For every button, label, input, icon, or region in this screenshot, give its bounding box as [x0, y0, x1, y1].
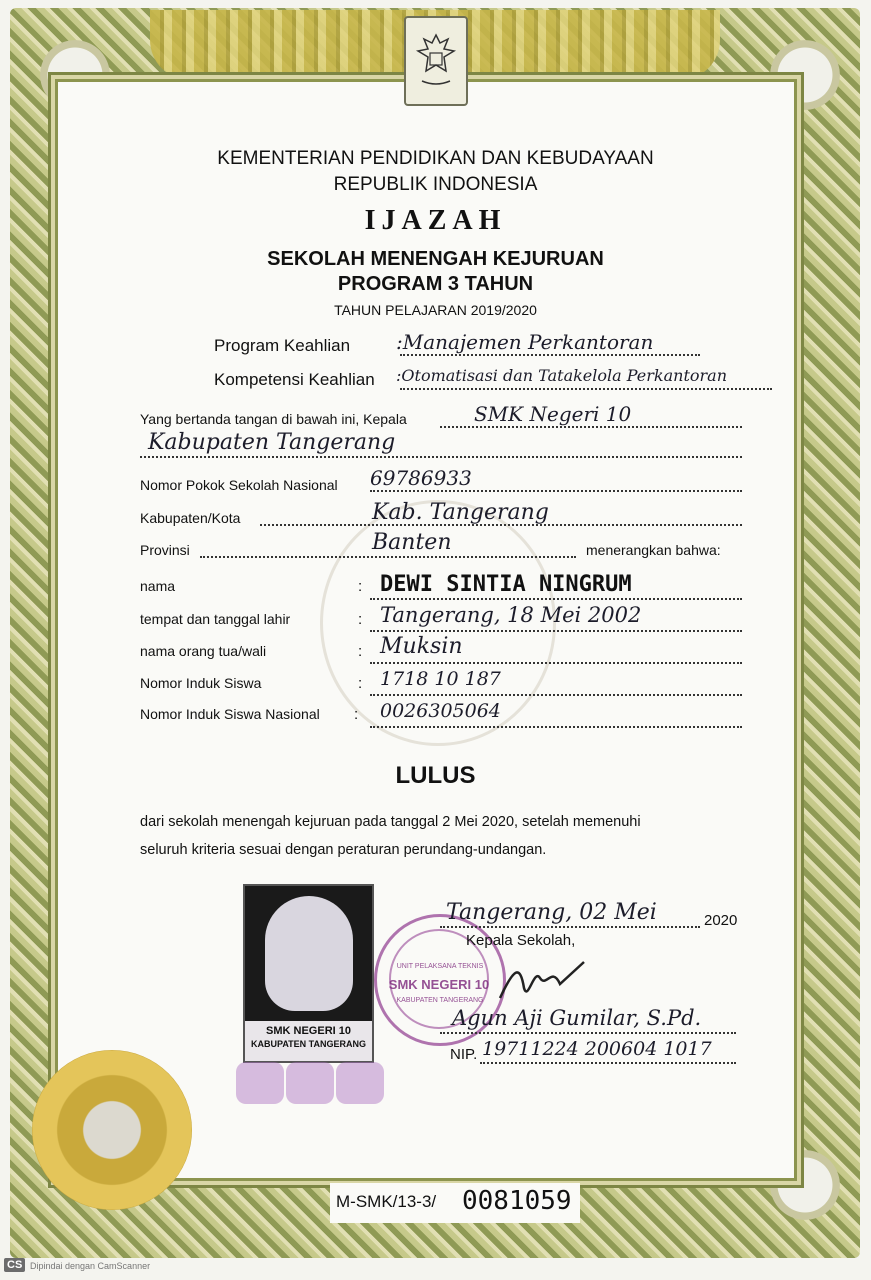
dotted-line — [370, 662, 742, 664]
ministry-line1: KEMENTERIAN PENDIDIKAN DAN KEBUDAYAAN — [217, 148, 654, 169]
statement-line1: dari sekolah menengah kejuruan pada tanggal 2 Mei 2020, setelah memenuhi — [140, 814, 641, 830]
fingerprint-smudge — [336, 1062, 384, 1104]
parent-label: nama orang tua/wali — [140, 643, 267, 659]
student-name-value: DEWI SINTIA NINGRUM — [380, 572, 632, 597]
dotted-line — [400, 354, 700, 356]
district-value: Kabupaten Tangerang — [148, 430, 396, 455]
competency-label: Kompetensi Keahlian — [214, 370, 375, 389]
dotted-line — [440, 426, 742, 428]
signature-year: 2020 — [704, 912, 738, 929]
ministry-line2: REPUBLIK INDONESIA — [333, 174, 538, 195]
principal-intro: Yang bertanda tangan di bawah ini, Kepala — [140, 411, 407, 427]
principal-name: Agun Aji Gumilar, S.Pd. — [452, 1006, 702, 1030]
fingerprint-smudge — [236, 1062, 284, 1104]
declares-text: menerangkan bahwa: — [586, 542, 721, 558]
hologram-seal — [32, 1050, 192, 1210]
colon: : — [358, 675, 363, 692]
student-portrait — [265, 896, 353, 1011]
city-label: Kabupaten/Kota — [140, 510, 241, 526]
name-label: nama — [140, 578, 176, 594]
academic-year: TAHUN PELAJARAN 2019/2020 — [334, 302, 537, 318]
school-type: SEKOLAH MENENGAH KEJURUAN — [267, 248, 604, 270]
nip-value: 19711224 200604 1017 — [482, 1038, 712, 1060]
graduation-status: LULUS — [395, 762, 476, 789]
photo-caption-school: SMK NEGERI 10 — [266, 1025, 351, 1037]
dotted-line — [370, 598, 742, 600]
dotted-line — [370, 694, 742, 696]
photo-caption — [245, 1021, 372, 1061]
dotted-line — [370, 630, 742, 632]
dotted-line — [260, 524, 742, 526]
npsn-value: 69786933 — [370, 466, 472, 490]
principal-role: Kepala Sekolah, — [466, 932, 576, 949]
city-value: Kab. Tangerang — [372, 500, 549, 525]
nisn-value: 0026305064 — [380, 700, 501, 722]
dotted-line — [370, 726, 742, 728]
dotted-line — [440, 926, 700, 928]
fingerprint-smudge — [286, 1062, 334, 1104]
colon: : — [358, 578, 363, 595]
birth-label: tempat dan tanggal lahir — [140, 611, 291, 627]
parent-value: Muksin — [380, 634, 463, 659]
dotted-line — [200, 556, 576, 558]
colon: : — [358, 643, 363, 660]
dotted-line — [480, 1062, 736, 1064]
serial-prefix: M-SMK/13-3/ — [336, 1192, 437, 1211]
photo-caption-district: KABUPATEN TANGERANG — [251, 1039, 366, 1049]
competency-value: :Otomatisasi dan Tatakelola Perkantoran — [396, 366, 728, 385]
birth-value: Tangerang, 18 Mei 2002 — [380, 603, 642, 627]
dotted-line — [440, 1032, 736, 1034]
place-date-value: Tangerang, 02 Mei — [446, 900, 657, 925]
student-photo — [243, 884, 374, 1063]
nis-value: 1718 10 187 — [380, 668, 501, 690]
camscanner-badge-icon: CS — [4, 1258, 25, 1272]
dotted-line — [140, 456, 742, 458]
nip-label: NIP. — [450, 1046, 478, 1063]
statement-line2: seluruh kriteria sesuai dengan peraturan perundang-undangan. — [140, 842, 547, 858]
colon: : — [354, 706, 359, 723]
stamp-line2: SMK NEGERI 10 — [388, 977, 490, 992]
nis-label: Nomor Induk Siswa — [140, 675, 262, 691]
province-value: Banten — [372, 530, 452, 555]
npsn-label: Nomor Pokok Sekolah Nasional — [140, 477, 338, 493]
principal-signature — [494, 958, 604, 1009]
school-name-value: SMK Negeri 10 — [474, 402, 632, 426]
colon: : — [358, 611, 363, 628]
dotted-line — [400, 388, 772, 390]
dotted-line — [370, 490, 742, 492]
program-value: :Manajemen Perkantoran — [396, 330, 654, 354]
program-label: Program Keahlian — [214, 336, 351, 355]
serial-number: 0081059 — [462, 1186, 572, 1216]
document-title: IJAZAH — [364, 205, 507, 236]
scanner-footer: Dipindai dengan CamScanner — [30, 1261, 151, 1271]
stamp-line3: KABUPATEN TANGERANG — [396, 997, 484, 1004]
stamp-line1: UNIT PELAKSANA TEKNIS — [396, 963, 484, 970]
nisn-label: Nomor Induk Siswa Nasional — [140, 706, 320, 722]
garuda-emblem-icon — [404, 16, 468, 106]
province-label: Provinsi — [140, 542, 190, 558]
program-duration: PROGRAM 3 TAHUN — [337, 273, 534, 295]
